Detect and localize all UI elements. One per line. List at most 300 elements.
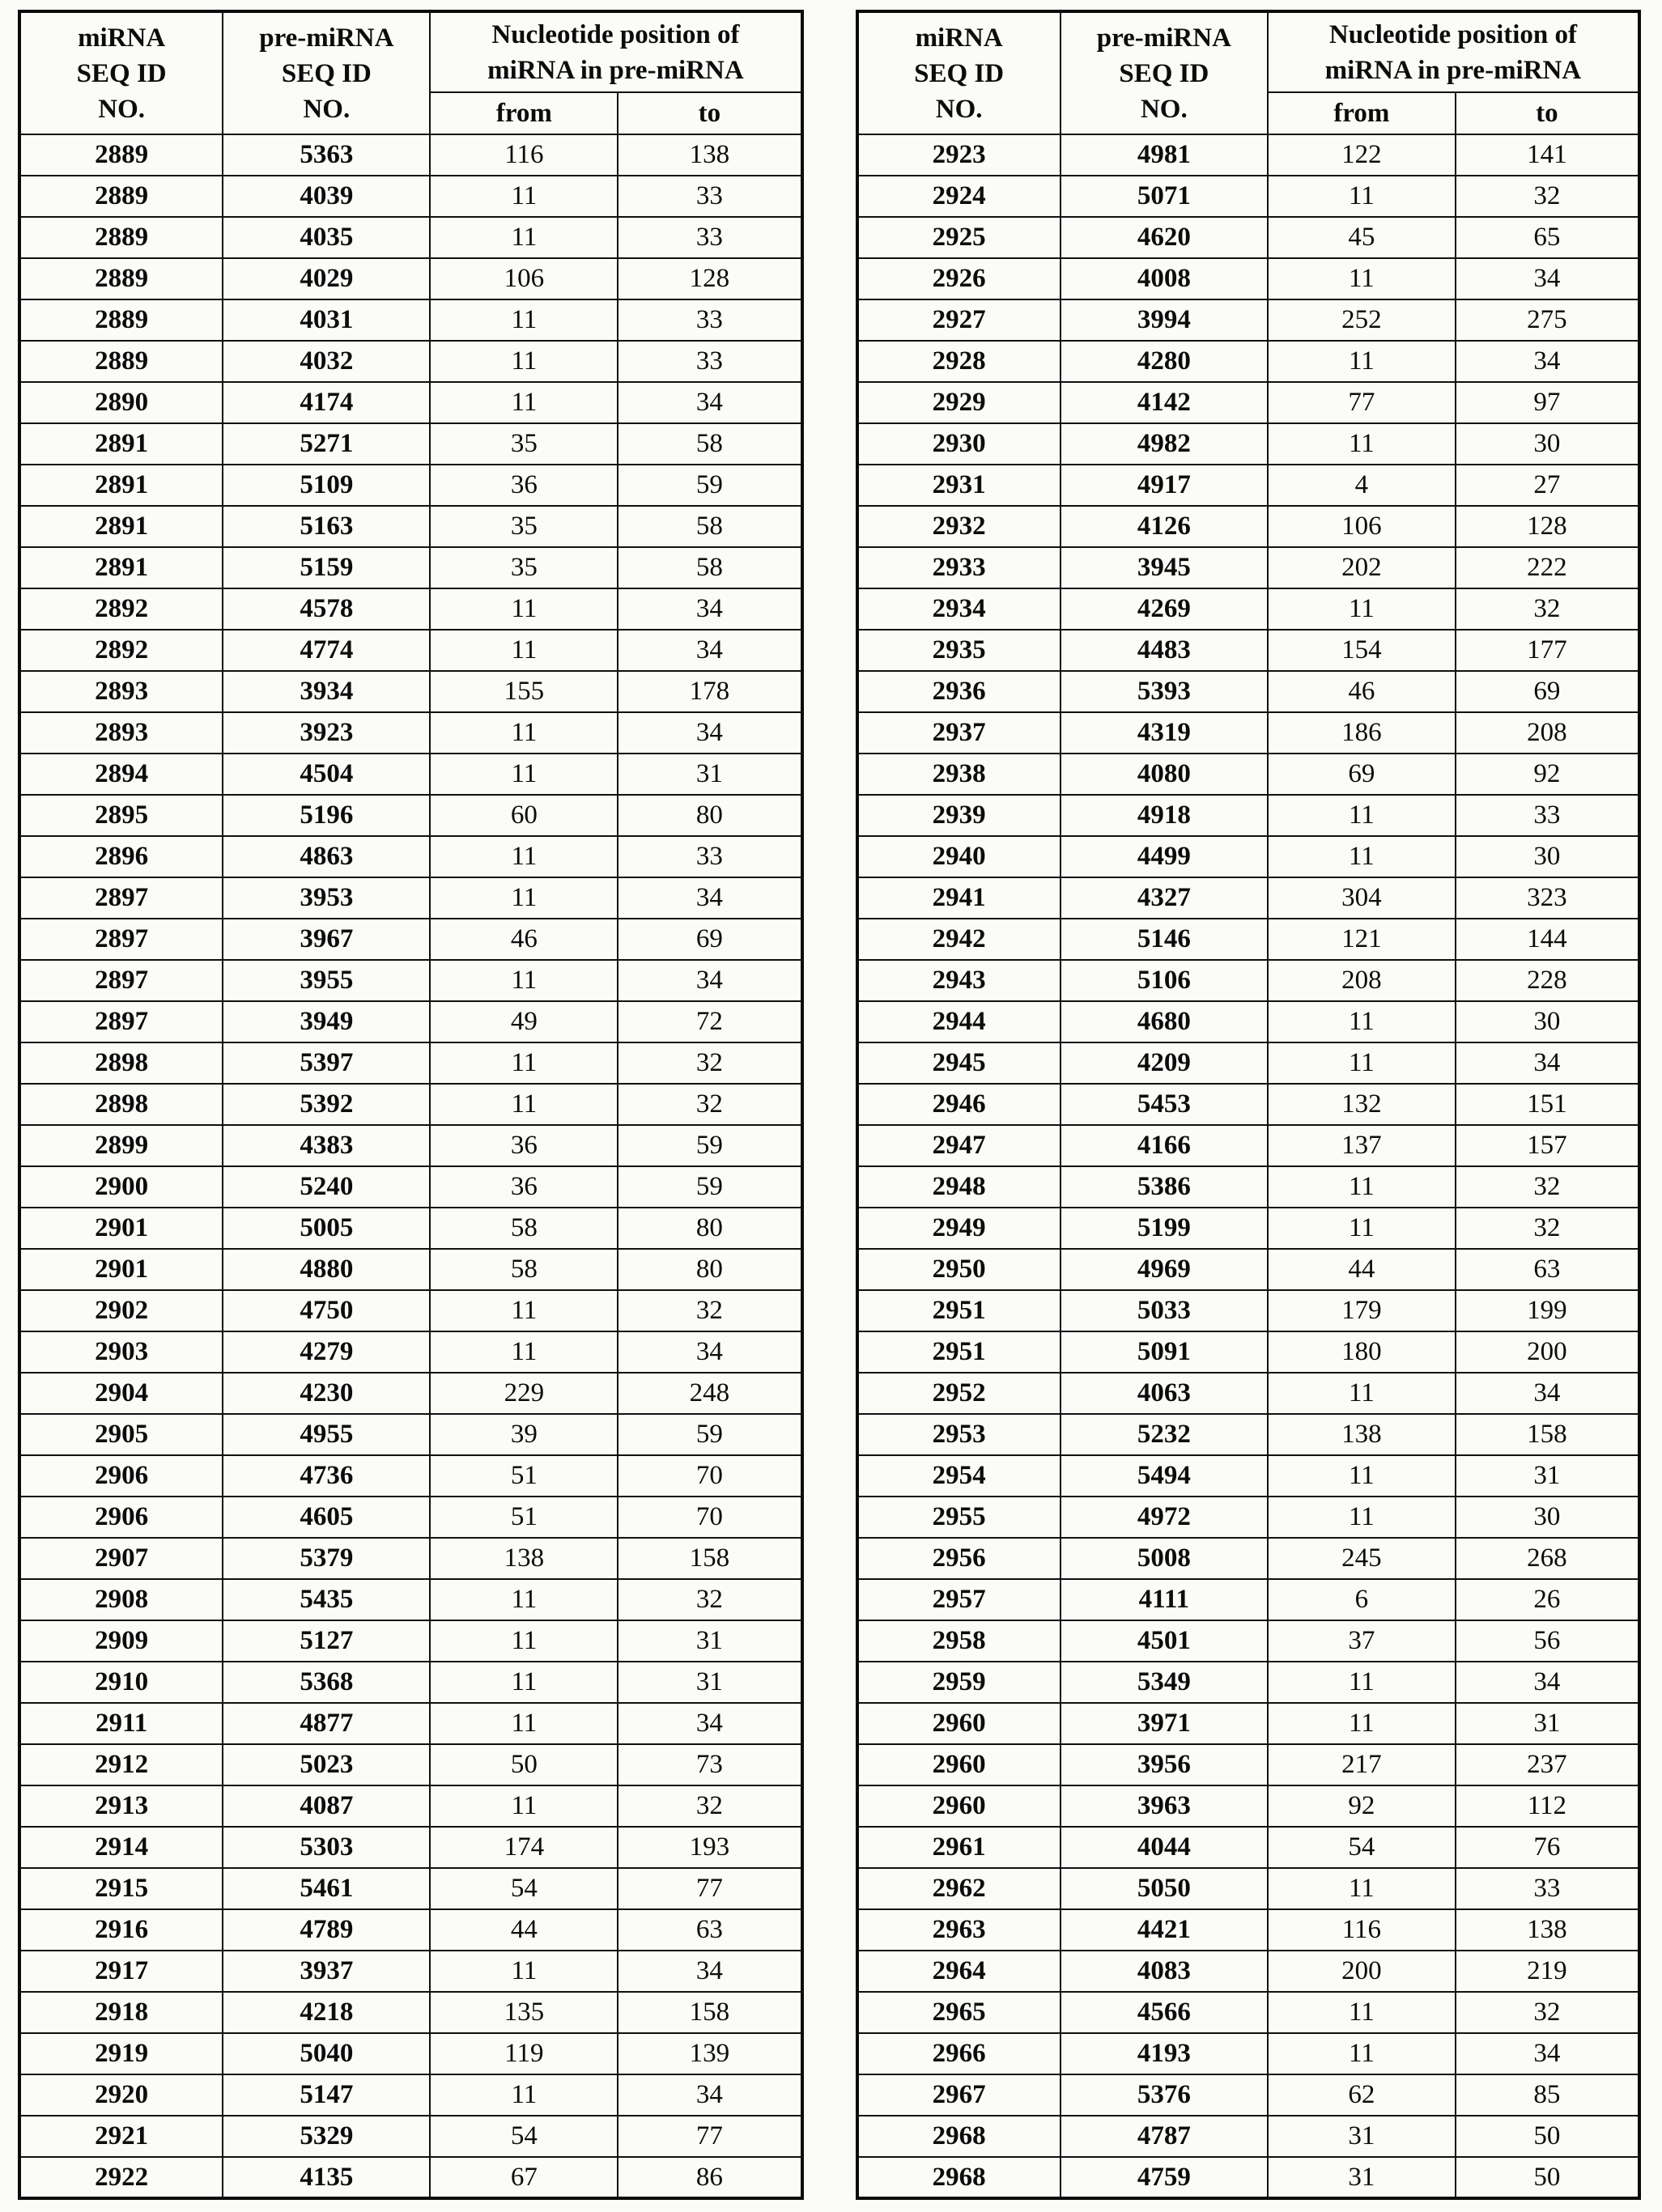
table-row <box>857 1785 1640 1827</box>
mirna-seq-id-cell: 2960 <box>857 1703 1061 1744</box>
premirna-seq-id-cell: 4982 <box>1061 423 1268 465</box>
header-line: miRNA in pre-miRNA <box>487 55 744 85</box>
from-cell: 92 <box>1268 1785 1456 1827</box>
to-cell: 275 <box>1456 299 1639 341</box>
mirna-seq-id-cell: 2890 <box>19 382 223 423</box>
table-row <box>857 1992 1640 2033</box>
mirna-seq-id-cell: 2891 <box>19 465 223 506</box>
premirna-seq-id-cell: 4032 <box>223 341 430 382</box>
mirna-seq-id-cell: 2911 <box>19 1703 223 1744</box>
col-header-premirna-seq-id <box>1061 11 1268 134</box>
table-row <box>19 2116 802 2157</box>
from-cell: 11 <box>1268 1042 1456 1084</box>
mirna-seq-id-cell: 2897 <box>19 1001 223 1042</box>
from-cell: 54 <box>430 2116 618 2157</box>
premirna-seq-id-cell: 4918 <box>1061 795 1268 836</box>
to-cell: 27 <box>1456 465 1639 506</box>
table-row <box>857 506 1640 547</box>
to-cell: 34 <box>618 382 801 423</box>
header-line: NO. <box>935 94 983 124</box>
table-row <box>857 712 1640 754</box>
mirna-seq-id-cell: 2889 <box>19 299 223 341</box>
from-cell: 11 <box>430 176 618 217</box>
table-row <box>857 1703 1640 1744</box>
premirna-seq-id-cell: 4499 <box>1061 836 1268 877</box>
table-row <box>857 547 1640 588</box>
premirna-seq-id-cell: 5349 <box>1061 1662 1268 1703</box>
to-cell: 34 <box>618 588 801 630</box>
premirna-seq-id-cell: 5196 <box>223 795 430 836</box>
from-cell: 11 <box>430 1331 618 1373</box>
from-cell: 11 <box>1268 1455 1456 1497</box>
from-cell: 35 <box>430 547 618 588</box>
table-row <box>19 1249 802 1290</box>
to-cell: 248 <box>618 1373 801 1414</box>
to-cell: 73 <box>618 1744 801 1785</box>
from-cell: 44 <box>430 1909 618 1951</box>
premirna-seq-id-cell: 4566 <box>1061 1992 1268 2033</box>
mirna-seq-id-cell: 2922 <box>19 2157 223 2198</box>
premirna-seq-id-cell: 4880 <box>223 1249 430 1290</box>
table-row <box>857 176 1640 217</box>
header-line: miRNA <box>78 23 166 53</box>
table-row <box>19 1785 802 1827</box>
premirna-seq-id-cell: 4969 <box>1061 1249 1268 1290</box>
mirna-seq-id-cell: 2968 <box>857 2157 1061 2198</box>
mirna-seq-id-cell: 2960 <box>857 1785 1061 1827</box>
mirna-seq-id-cell: 2895 <box>19 795 223 836</box>
from-cell: 122 <box>1268 134 1456 176</box>
from-cell: 179 <box>1268 1290 1456 1331</box>
to-cell: 80 <box>618 1249 801 1290</box>
mirna-seq-id-cell: 2957 <box>857 1579 1061 1620</box>
premirna-seq-id-cell: 4044 <box>1061 1827 1268 1868</box>
to-cell: 144 <box>1456 919 1639 960</box>
premirna-seq-id-cell: 4031 <box>223 299 430 341</box>
table-header <box>857 11 1640 134</box>
premirna-seq-id-cell: 5368 <box>223 1662 430 1703</box>
table-row <box>19 1001 802 1042</box>
mirna-seq-id-cell: 2904 <box>19 1373 223 1414</box>
table-row <box>857 1662 1640 1703</box>
premirna-seq-id-cell: 4080 <box>1061 754 1268 795</box>
to-cell: 177 <box>1456 630 1639 671</box>
from-cell: 58 <box>430 1208 618 1249</box>
premirna-seq-id-cell: 4605 <box>223 1497 430 1538</box>
table-row <box>857 630 1640 671</box>
to-cell: 50 <box>1456 2157 1639 2198</box>
mirna-seq-id-cell: 2908 <box>19 1579 223 1620</box>
table-row <box>857 1909 1640 1951</box>
to-cell: 34 <box>618 1331 801 1373</box>
table-row <box>857 1951 1640 1992</box>
mirna-seq-id-cell: 2964 <box>857 1951 1061 1992</box>
table-row <box>857 1042 1640 1084</box>
mirna-seq-id-cell: 2919 <box>19 2033 223 2074</box>
premirna-seq-id-cell: 5363 <box>223 134 430 176</box>
from-cell: 11 <box>1268 1208 1456 1249</box>
table-row <box>19 1414 802 1455</box>
from-cell: 31 <box>1268 2116 1456 2157</box>
premirna-seq-id-cell: 4620 <box>1061 217 1268 258</box>
table-row <box>857 1331 1640 1373</box>
premirna-seq-id-cell: 5379 <box>223 1538 430 1579</box>
from-cell: 11 <box>1268 2033 1456 2074</box>
to-cell: 69 <box>618 919 801 960</box>
to-cell: 31 <box>618 1662 801 1703</box>
to-cell: 139 <box>618 2033 801 2074</box>
premirna-seq-id-cell: 4218 <box>223 1992 430 2033</box>
to-cell: 157 <box>1456 1125 1639 1166</box>
to-cell: 80 <box>618 795 801 836</box>
mirna-seq-id-cell: 2910 <box>19 1662 223 1703</box>
to-cell: 50 <box>1456 2116 1639 2157</box>
mirna-seq-id-cell: 2958 <box>857 1620 1061 1662</box>
mirna-seq-id-cell: 2965 <box>857 1992 1061 2033</box>
from-cell: 229 <box>430 1373 618 1414</box>
premirna-seq-id-cell: 4126 <box>1061 506 1268 547</box>
table-row <box>19 423 802 465</box>
header-line: pre-miRNA <box>259 23 394 53</box>
from-cell: 11 <box>1268 1662 1456 1703</box>
from-cell: 77 <box>1268 382 1456 423</box>
to-cell: 323 <box>1456 877 1639 919</box>
mirna-seq-id-cell: 2927 <box>857 299 1061 341</box>
mirna-seq-id-cell: 2953 <box>857 1414 1061 1455</box>
to-cell: 58 <box>618 547 801 588</box>
mirna-seq-id-cell: 2924 <box>857 176 1061 217</box>
mirna-seq-id-cell: 2893 <box>19 671 223 712</box>
table-row <box>19 1744 802 1785</box>
from-cell: 208 <box>1268 960 1456 1001</box>
to-cell: 34 <box>618 630 801 671</box>
mirna-seq-id-cell: 2942 <box>857 919 1061 960</box>
to-cell: 77 <box>618 2116 801 2157</box>
to-cell: 138 <box>1456 1909 1639 1951</box>
premirna-seq-id-cell: 5240 <box>223 1166 430 1208</box>
from-cell: 11 <box>1268 1497 1456 1538</box>
to-cell: 219 <box>1456 1951 1639 1992</box>
from-cell: 11 <box>430 1579 618 1620</box>
premirna-seq-id-cell: 5005 <box>223 1208 430 1249</box>
table-row <box>19 795 802 836</box>
mirna-seq-id-cell: 2917 <box>19 1951 223 1992</box>
mirna-seq-id-cell: 2951 <box>857 1290 1061 1331</box>
to-cell: 237 <box>1456 1744 1639 1785</box>
from-cell: 11 <box>430 754 618 795</box>
header-row-top <box>19 11 802 92</box>
table-row <box>19 1703 802 1744</box>
premirna-seq-id-cell: 5303 <box>223 1827 430 1868</box>
from-cell: 36 <box>430 1166 618 1208</box>
premirna-seq-id-cell: 5461 <box>223 1868 430 1909</box>
premirna-seq-id-cell: 5271 <box>223 423 430 465</box>
to-cell: 151 <box>1456 1084 1639 1125</box>
header-line: miRNA <box>915 23 1003 53</box>
to-cell: 92 <box>1456 754 1639 795</box>
to-cell: 85 <box>1456 2074 1639 2116</box>
premirna-seq-id-cell: 5392 <box>223 1084 430 1125</box>
mirna-seq-id-cell: 2899 <box>19 1125 223 1166</box>
premirna-seq-id-cell: 3953 <box>223 877 430 919</box>
premirna-seq-id-cell: 4166 <box>1061 1125 1268 1166</box>
mirna-seq-id-cell: 2928 <box>857 341 1061 382</box>
from-cell: 4 <box>1268 465 1456 506</box>
from-cell: 186 <box>1268 712 1456 754</box>
premirna-seq-id-cell: 4877 <box>223 1703 430 1744</box>
mirna-seq-id-cell: 2894 <box>19 754 223 795</box>
mirna-seq-id-cell: 2951 <box>857 1331 1061 1373</box>
from-cell: 11 <box>1268 423 1456 465</box>
to-cell: 32 <box>618 1084 801 1125</box>
table-row <box>19 465 802 506</box>
premirna-seq-id-cell: 5393 <box>1061 671 1268 712</box>
from-cell: 11 <box>1268 341 1456 382</box>
premirna-seq-id-cell: 4319 <box>1061 712 1268 754</box>
header-line: SEQ ID <box>76 58 167 88</box>
mirna-seq-id-cell: 2905 <box>19 1414 223 1455</box>
to-cell: 31 <box>618 1620 801 1662</box>
premirna-seq-id-cell: 5159 <box>223 547 430 588</box>
to-cell: 33 <box>1456 795 1639 836</box>
premirna-seq-id-cell: 4279 <box>223 1331 430 1373</box>
table-row <box>19 1992 802 2033</box>
from-cell: 36 <box>430 1125 618 1166</box>
to-cell: 72 <box>618 1001 801 1042</box>
premirna-seq-id-cell: 3937 <box>223 1951 430 1992</box>
from-cell: 132 <box>1268 1084 1456 1125</box>
header-line: SEQ ID <box>1119 58 1209 88</box>
table-row <box>19 1951 802 1992</box>
table-row <box>19 1538 802 1579</box>
from-cell: 39 <box>430 1414 618 1455</box>
col-header-nucleotide-position <box>430 11 801 92</box>
from-cell: 138 <box>430 1538 618 1579</box>
from-cell: 11 <box>1268 1868 1456 1909</box>
premirna-seq-id-cell: 5376 <box>1061 2074 1268 2116</box>
to-cell: 32 <box>618 1290 801 1331</box>
mirna-seq-id-cell: 2949 <box>857 1208 1061 1249</box>
to-cell: 59 <box>618 1125 801 1166</box>
premirna-seq-id-cell: 4981 <box>1061 134 1268 176</box>
from-cell: 200 <box>1268 1951 1456 1992</box>
mirna-seq-id-cell: 2897 <box>19 960 223 1001</box>
table-row <box>19 1208 802 1249</box>
from-cell: 174 <box>430 1827 618 1868</box>
from-cell: 202 <box>1268 547 1456 588</box>
premirna-seq-id-cell: 5071 <box>1061 176 1268 217</box>
from-cell: 138 <box>1268 1414 1456 1455</box>
to-cell: 32 <box>1456 588 1639 630</box>
premirna-seq-id-cell: 4111 <box>1061 1579 1268 1620</box>
premirna-seq-id-cell: 3955 <box>223 960 430 1001</box>
from-cell: 11 <box>430 1084 618 1125</box>
table-row <box>19 134 802 176</box>
to-cell: 97 <box>1456 382 1639 423</box>
premirna-seq-id-cell: 5147 <box>223 2074 430 2116</box>
mirna-seq-id-cell: 2967 <box>857 2074 1061 2116</box>
table-row <box>857 299 1640 341</box>
premirna-seq-id-cell: 4039 <box>223 176 430 217</box>
to-cell: 128 <box>618 258 801 299</box>
mirna-seq-id-cell: 2960 <box>857 1744 1061 1785</box>
table-row <box>19 1455 802 1497</box>
header-line: pre-miRNA <box>1096 23 1231 53</box>
mirna-seq-id-cell: 2889 <box>19 176 223 217</box>
from-cell: 11 <box>1268 1001 1456 1042</box>
table-row <box>19 258 802 299</box>
to-cell: 34 <box>1456 1662 1639 1703</box>
col-header-to: to <box>618 92 801 134</box>
mirna-seq-id-cell: 2952 <box>857 1373 1061 1414</box>
table-row <box>19 1868 802 1909</box>
table-row <box>19 2074 802 2116</box>
from-cell: 11 <box>1268 258 1456 299</box>
col-header-mirna-seq-id <box>19 11 223 134</box>
to-cell: 34 <box>1456 341 1639 382</box>
mirna-seq-id-cell: 2961 <box>857 1827 1061 1868</box>
premirna-seq-id-cell: 4421 <box>1061 1909 1268 1951</box>
premirna-seq-id-cell: 4789 <box>223 1909 430 1951</box>
to-cell: 58 <box>618 423 801 465</box>
premirna-seq-id-cell: 4383 <box>223 1125 430 1166</box>
from-cell: 11 <box>430 877 618 919</box>
table-row <box>857 341 1640 382</box>
from-cell: 11 <box>430 341 618 382</box>
mirna-seq-id-cell: 2931 <box>857 465 1061 506</box>
table-row <box>857 1001 1640 1042</box>
to-cell: 33 <box>618 341 801 382</box>
to-cell: 158 <box>618 1992 801 2033</box>
to-cell: 32 <box>1456 1992 1639 2033</box>
table-row <box>19 671 802 712</box>
mirna-seq-id-cell: 2940 <box>857 836 1061 877</box>
mirna-seq-id-cell: 2903 <box>19 1331 223 1373</box>
from-cell: 154 <box>1268 630 1456 671</box>
to-cell: 70 <box>618 1497 801 1538</box>
table-row <box>19 1166 802 1208</box>
table-row <box>857 1497 1640 1538</box>
mirna-seq-id-cell: 2901 <box>19 1208 223 1249</box>
from-cell: 106 <box>1268 506 1456 547</box>
premirna-seq-id-cell: 4972 <box>1061 1497 1268 1538</box>
to-cell: 33 <box>618 299 801 341</box>
from-cell: 11 <box>1268 1703 1456 1744</box>
from-cell: 67 <box>430 2157 618 2198</box>
to-cell: 32 <box>1456 1208 1639 1249</box>
from-cell: 6 <box>1268 1579 1456 1620</box>
from-cell: 50 <box>430 1744 618 1785</box>
to-cell: 33 <box>1456 1868 1639 1909</box>
from-cell: 11 <box>1268 176 1456 217</box>
header-row-top <box>857 11 1640 92</box>
from-cell: 36 <box>430 465 618 506</box>
premirna-seq-id-cell: 4504 <box>223 754 430 795</box>
mirna-seq-id-cell: 2936 <box>857 671 1061 712</box>
premirna-seq-id-cell: 4035 <box>223 217 430 258</box>
to-cell: 32 <box>618 1579 801 1620</box>
mirna-seq-id-cell: 2916 <box>19 1909 223 1951</box>
mirna-seq-id-cell: 2932 <box>857 506 1061 547</box>
from-cell: 58 <box>430 1249 618 1290</box>
to-cell: 56 <box>1456 1620 1639 1662</box>
mirna-seq-id-cell: 2925 <box>857 217 1061 258</box>
premirna-seq-id-cell: 4736 <box>223 1455 430 1497</box>
table-header <box>19 11 802 134</box>
premirna-seq-id-cell: 5397 <box>223 1042 430 1084</box>
table-row <box>857 258 1640 299</box>
to-cell: 32 <box>618 1785 801 1827</box>
mirna-seq-id-cell: 2897 <box>19 877 223 919</box>
mirna-seq-id-cell: 2921 <box>19 2116 223 2157</box>
premirna-seq-id-cell: 5146 <box>1061 919 1268 960</box>
from-cell: 49 <box>430 1001 618 1042</box>
to-cell: 30 <box>1456 836 1639 877</box>
from-cell: 54 <box>1268 1827 1456 1868</box>
premirna-seq-id-cell: 4193 <box>1061 2033 1268 2074</box>
from-cell: 44 <box>1268 1249 1456 1290</box>
mirna-seq-id-cell: 2913 <box>19 1785 223 1827</box>
table-row <box>19 960 802 1001</box>
from-cell: 116 <box>1268 1909 1456 1951</box>
to-cell: 34 <box>618 877 801 919</box>
table-row <box>857 877 1640 919</box>
table-row <box>19 176 802 217</box>
table-row <box>19 382 802 423</box>
mirna-seq-id-cell: 2889 <box>19 258 223 299</box>
table-row <box>857 423 1640 465</box>
header-line: NO. <box>303 94 351 124</box>
premirna-seq-id-cell: 4327 <box>1061 877 1268 919</box>
mirna-seq-id-cell: 2914 <box>19 1827 223 1868</box>
mirna-seq-id-cell: 2893 <box>19 712 223 754</box>
from-cell: 69 <box>1268 754 1456 795</box>
col-header-from: from <box>1268 92 1456 134</box>
from-cell: 11 <box>430 217 618 258</box>
to-cell: 228 <box>1456 960 1639 1001</box>
premirna-seq-id-cell: 5040 <box>223 2033 430 2074</box>
premirna-seq-id-cell: 3923 <box>223 712 430 754</box>
mirna-seq-id-cell: 2956 <box>857 1538 1061 1579</box>
to-cell: 112 <box>1456 1785 1639 1827</box>
premirna-seq-id-cell: 5453 <box>1061 1084 1268 1125</box>
from-cell: 11 <box>430 382 618 423</box>
to-cell: 65 <box>1456 217 1639 258</box>
mirna-seq-id-cell: 2902 <box>19 1290 223 1331</box>
to-cell: 63 <box>1456 1249 1639 1290</box>
premirna-seq-id-cell: 4680 <box>1061 1001 1268 1042</box>
from-cell: 11 <box>430 299 618 341</box>
table-row <box>19 754 802 795</box>
mirna-seq-id-cell: 2909 <box>19 1620 223 1662</box>
mirna-seq-id-cell: 2898 <box>19 1042 223 1084</box>
table-row <box>857 836 1640 877</box>
premirna-seq-id-cell: 5008 <box>1061 1538 1268 1579</box>
from-cell: 245 <box>1268 1538 1456 1579</box>
header-line: NO. <box>1140 94 1188 124</box>
table-row <box>19 1662 802 1703</box>
to-cell: 33 <box>618 176 801 217</box>
premirna-seq-id-cell: 4142 <box>1061 382 1268 423</box>
table-row <box>19 299 802 341</box>
premirna-seq-id-cell: 4230 <box>223 1373 430 1414</box>
premirna-seq-id-cell: 4083 <box>1061 1951 1268 1992</box>
mirna-seq-id-cell: 2907 <box>19 1538 223 1579</box>
table-body <box>857 134 1640 2198</box>
to-cell: 208 <box>1456 712 1639 754</box>
to-cell: 59 <box>618 1414 801 1455</box>
from-cell: 11 <box>430 836 618 877</box>
